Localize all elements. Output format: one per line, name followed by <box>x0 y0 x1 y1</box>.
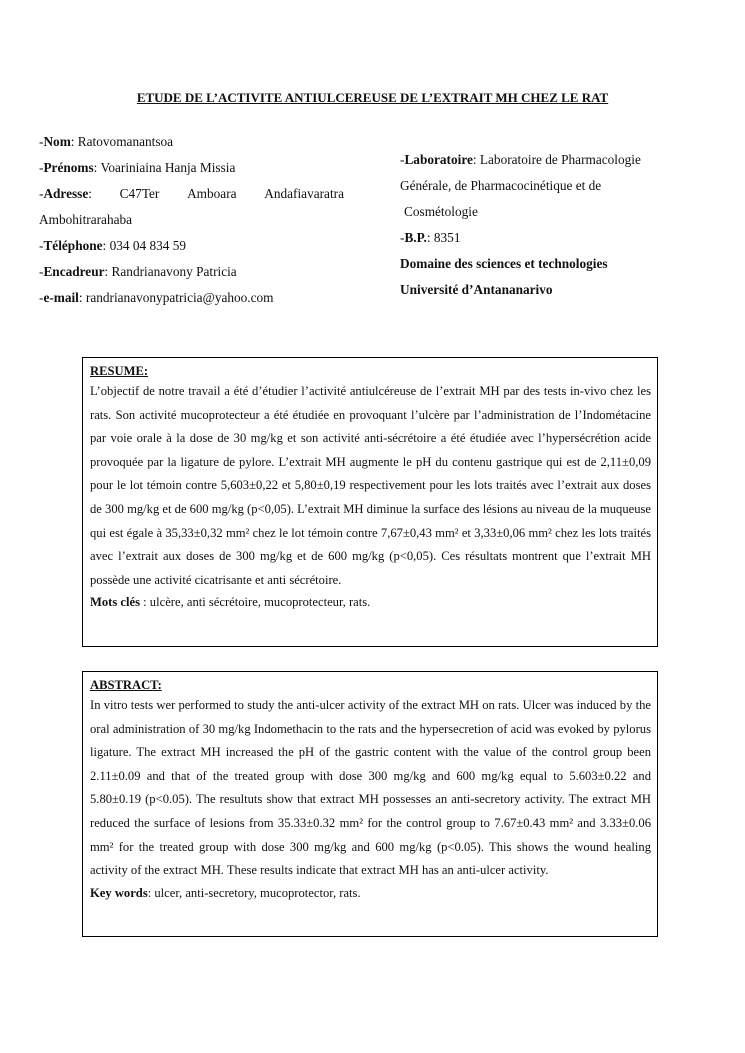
resume-box <box>82 357 658 647</box>
abstract-text: In vitro tests wer performed to study the anti-ulcer activity of the extract MH on rats. Ulcer was induced by the oral administration of 30 mg/kg Indomethacin to the rats and the hypersecretion of acid was evoked by pylorus ligature. The extract MH increased the pH of the gastric content with the value of the control group been 2.11±0.09 and that of the treated group with dose 300 mg/kg and 600 mg/kg equal to 5.603±0.22 and 5.80±0.19 (p<0.05). The resultuts show that extract MH possesses an anti-secretory activity. The extract MH reduced the surface of lesions from 35.33±0.32 mm² for the control group to 7.67±0.43 mm² and 3.33±0.06 mm² for the treated group with dose 300 mg/kg and 600 mg/kg (p<0.05). This shows the wound healing activity of the extract MH. These results indicate that extract MH has an anti-ulcer activity. <box>90 698 651 878</box>
nom-row: -Nom: Ratovomanantsoa <box>39 134 174 149</box>
email-label: e-mail <box>43 290 79 305</box>
domaine-text: Domaine des sciences et technologies <box>400 256 608 271</box>
bp-value: : 8351 <box>426 230 461 245</box>
prenoms-label: Prénoms <box>43 160 94 175</box>
telephone-row: -Téléphone: 034 04 834 59 <box>39 238 187 253</box>
telephone-label: Téléphone <box>43 238 103 253</box>
adresse-word: Amboara <box>187 186 237 201</box>
email-row: -e-mail: randrianavonypatricia@yahoo.com <box>39 290 274 305</box>
adresse-label: Adresse <box>43 186 89 201</box>
abstract-heading: ABSTRACT: <box>90 678 162 692</box>
resume-heading: RESUME: <box>90 364 149 378</box>
telephone-value: : 034 04 834 59 <box>102 238 187 253</box>
prenoms-value: : Voariniaina Hanja Missia <box>93 160 236 175</box>
paper-title: ETUDE DE L’ACTIVITE ANTIULCEREUSE DE L’EXTRAIT MH CHEZ LE RAT <box>136 90 609 105</box>
bp-row: -B.P.: 8351 <box>400 230 461 245</box>
bp-label: B.P. <box>404 230 427 245</box>
laboratoire-row: -Laboratoire: Laboratoire de Pharmacologie <box>400 152 641 167</box>
prenoms-row: -Prénoms: Voariniaina Hanja Missia <box>39 160 236 175</box>
universite-text: Université d’Antananarivo <box>400 282 553 297</box>
abstract-keywords-value: : ulcer, anti-secretory, mucoprotector, rats. <box>147 885 361 900</box>
laboratoire-line2: Générale, de Pharmacocinétique et de <box>400 178 602 193</box>
encadreur-label: Encadreur <box>43 264 105 279</box>
adresse-line2: Ambohitrarahaba <box>39 212 133 227</box>
laboratoire-line3: Cosmétologie <box>404 204 478 219</box>
encadreur-value: : Randrianavony Patricia <box>104 264 237 279</box>
resume-keywords-value: : ulcère, anti sécrétoire, mucoprotecteur, rats. <box>140 595 371 610</box>
author-info <box>39 133 344 315</box>
laboratoire-label: Laboratoire <box>404 152 473 167</box>
email-value: : randrianavonypatricia@yahoo.com <box>78 290 274 305</box>
adresse-row <box>39 185 344 211</box>
adresse-head: -Adresse: <box>39 186 92 201</box>
abstract-keywords-label: Key words <box>90 885 148 900</box>
adresse-word: C47Ter <box>119 186 160 201</box>
abstract-keywords <box>90 883 651 903</box>
resume-text: L’objectif de notre travail a été d’étudier l’activité antiulcéreuse de l’extrait MH par des tests in-vivo chez les rats. Son activité mucoprotecteur a été étudiée en provoquant l’ulcère par l’administration de l’Indométacine par voie orale à la dose de 30 mg/kg et son activité anti-sécrétoire a été étudiée avec l’hypersécrétion acide provoquée par la ligature de pylore. L’extrait MH augmente le pH du contenu gastrique qui est de 2,11±0,09 pour le lot témoin contre 5,603±0,22 et 5,80±0,19 respectivement pour les lots traités avec l’extrait aux doses de 300 mg/kg et de 600 mg/kg (p<0,05). L’extrait MH diminue la surface des lésions au niveau de la muqueuse qui est égale à 35,33±0,32 mm² chez le lot témoin contre 7,67±0,43 mm² et 3,33±0,06 mm² chez les lots traités avec l’extrait aux doses de 300 mg/kg et de 600 mg/kg (p<0,05). Ces résultats montrent que l’extrait MH possède une activité cicatrisante et anti sécrétoire. <box>90 384 651 587</box>
abstract-box <box>82 671 658 937</box>
encadreur-row: -Encadreur: Randrianavony Patricia <box>39 264 237 279</box>
domaine <box>400 255 700 281</box>
nom-value: : Ratovomanantsoa <box>70 134 174 149</box>
resume-keywords-label: Mots clés <box>90 595 141 610</box>
nom-label: Nom <box>43 134 71 149</box>
resume-keywords <box>90 592 651 612</box>
institution-info <box>400 151 700 307</box>
adresse-word-colon: : <box>88 186 92 201</box>
adresse-word: Andafiavaratra <box>264 186 344 201</box>
laboratoire-line1: : Laboratoire de Pharmacologie <box>472 152 641 167</box>
universite <box>400 281 700 307</box>
